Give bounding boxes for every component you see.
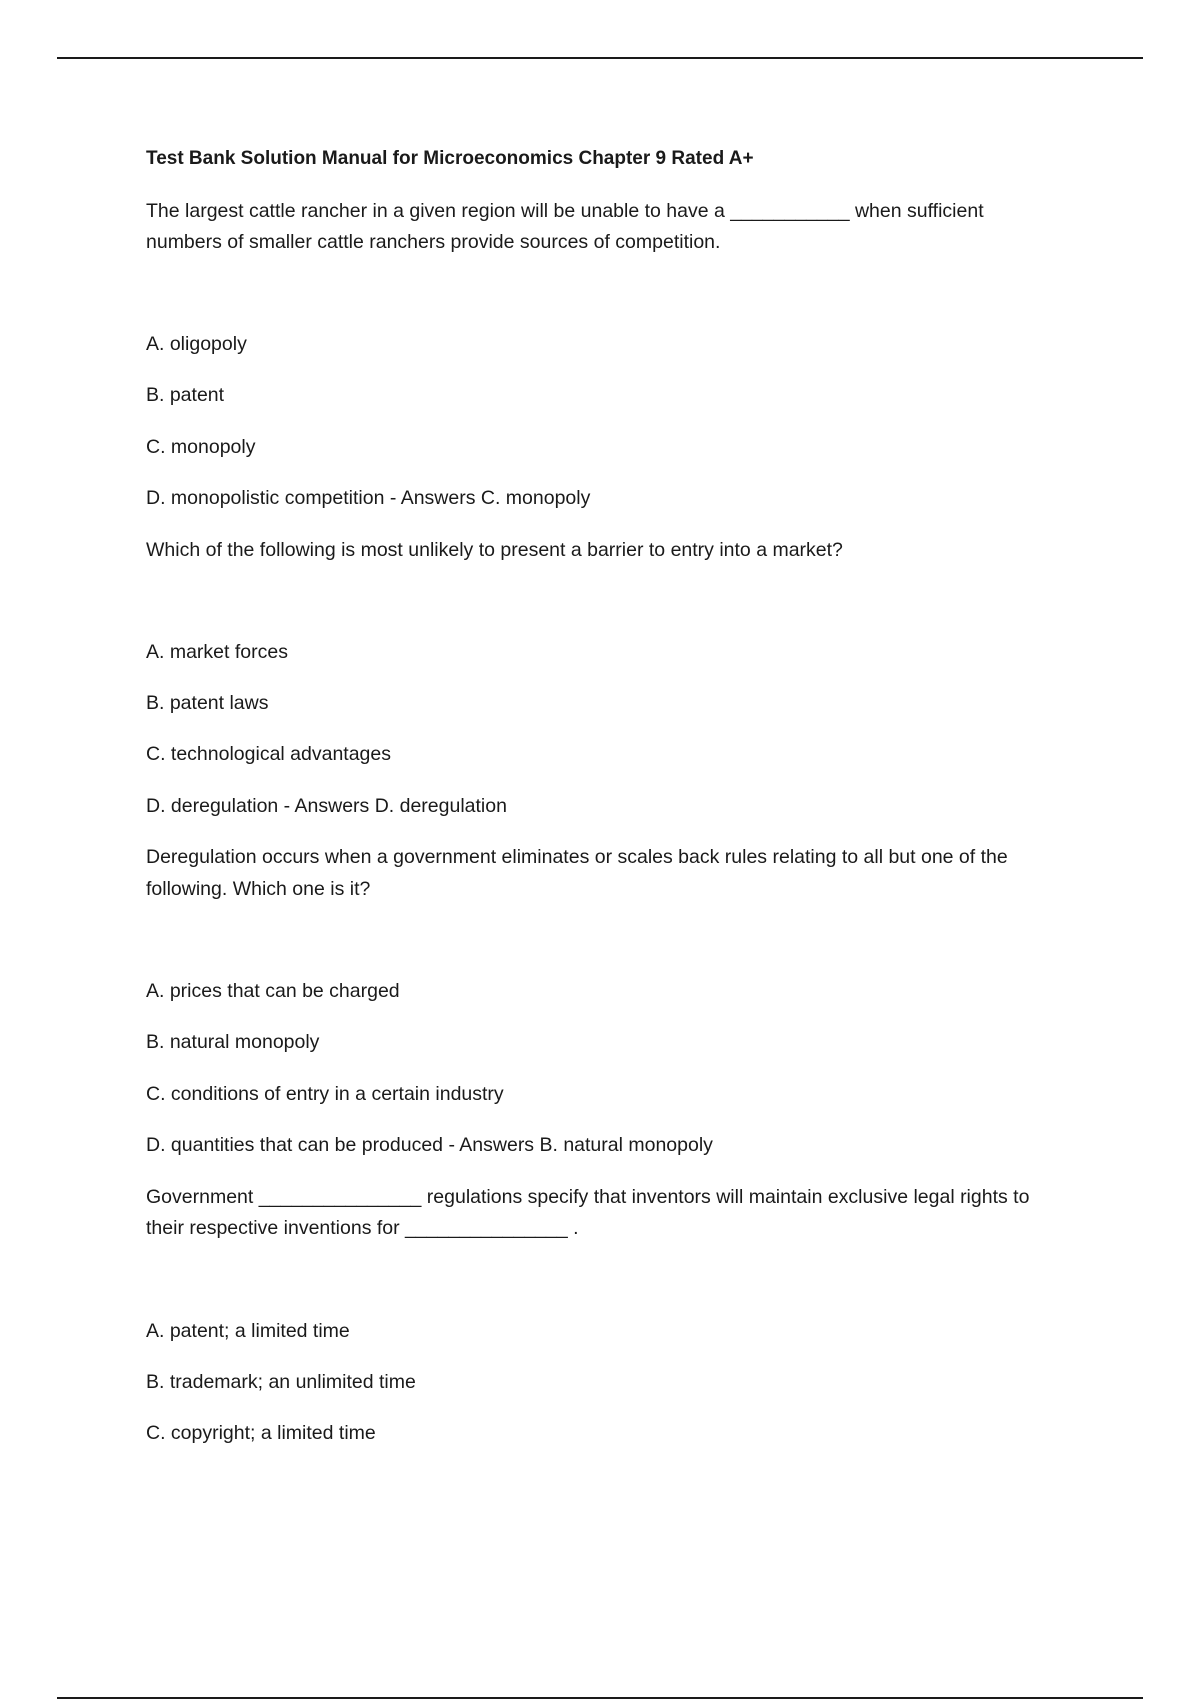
question-1-stem-line-1: The largest cattle rancher in a given region will be unable to have a ___________ when sufficient [146, 200, 984, 222]
question-1-option-c: C. monopoly [146, 436, 256, 458]
question-3-option-d: D. quantities that can be produced - Answers B. natural monopoly [146, 1134, 713, 1156]
question-2-option-d: D. deregulation - Answers D. deregulation [146, 795, 507, 817]
top-divider [57, 57, 1143, 59]
question-4-stem-line-1: Government _______________ regulations specify that inventors will maintain exclusive legal rights to [146, 1186, 1030, 1208]
question-4-option-c: C. copyright; a limited time [146, 1422, 376, 1444]
question-2-stem-line-1: Which of the following is most unlikely to present a barrier to entry into a market? [146, 539, 843, 561]
question-3-option-b: B. natural monopoly [146, 1031, 320, 1053]
question-3-option-a: A. prices that can be charged [146, 980, 400, 1002]
question-1-option-b: B. patent [146, 384, 225, 406]
question-2-option-a: A. market forces [146, 641, 288, 663]
bottom-divider [57, 1697, 1143, 1699]
question-1-option-a: A. oligopoly [146, 333, 247, 355]
question-2-option-c: C. technological advantages [146, 743, 391, 765]
question-1-option-d: D. monopolistic competition - Answers C. monopoly [146, 487, 591, 509]
question-3-option-c: C. conditions of entry in a certain industry [146, 1083, 504, 1105]
question-3-stem-line-1: Deregulation occurs when a government eliminates or scales back rules relating to all but one of the [146, 846, 1008, 868]
question-2-option-b: B. patent laws [146, 692, 269, 714]
question-3-stem-line-2: following. Which one is it? [146, 878, 371, 900]
question-4-stem-line-2: their respective inventions for _______________ . [146, 1217, 579, 1239]
question-4-option-a: A. patent; a limited time [146, 1320, 350, 1342]
question-1-stem-line-2: numbers of smaller cattle ranchers provide sources of competition. [146, 231, 721, 253]
document-title: Test Bank Solution Manual for Microeconomics Chapter 9 Rated A+ [146, 148, 754, 169]
question-4-option-b: B. trademark; an unlimited time [146, 1371, 416, 1393]
